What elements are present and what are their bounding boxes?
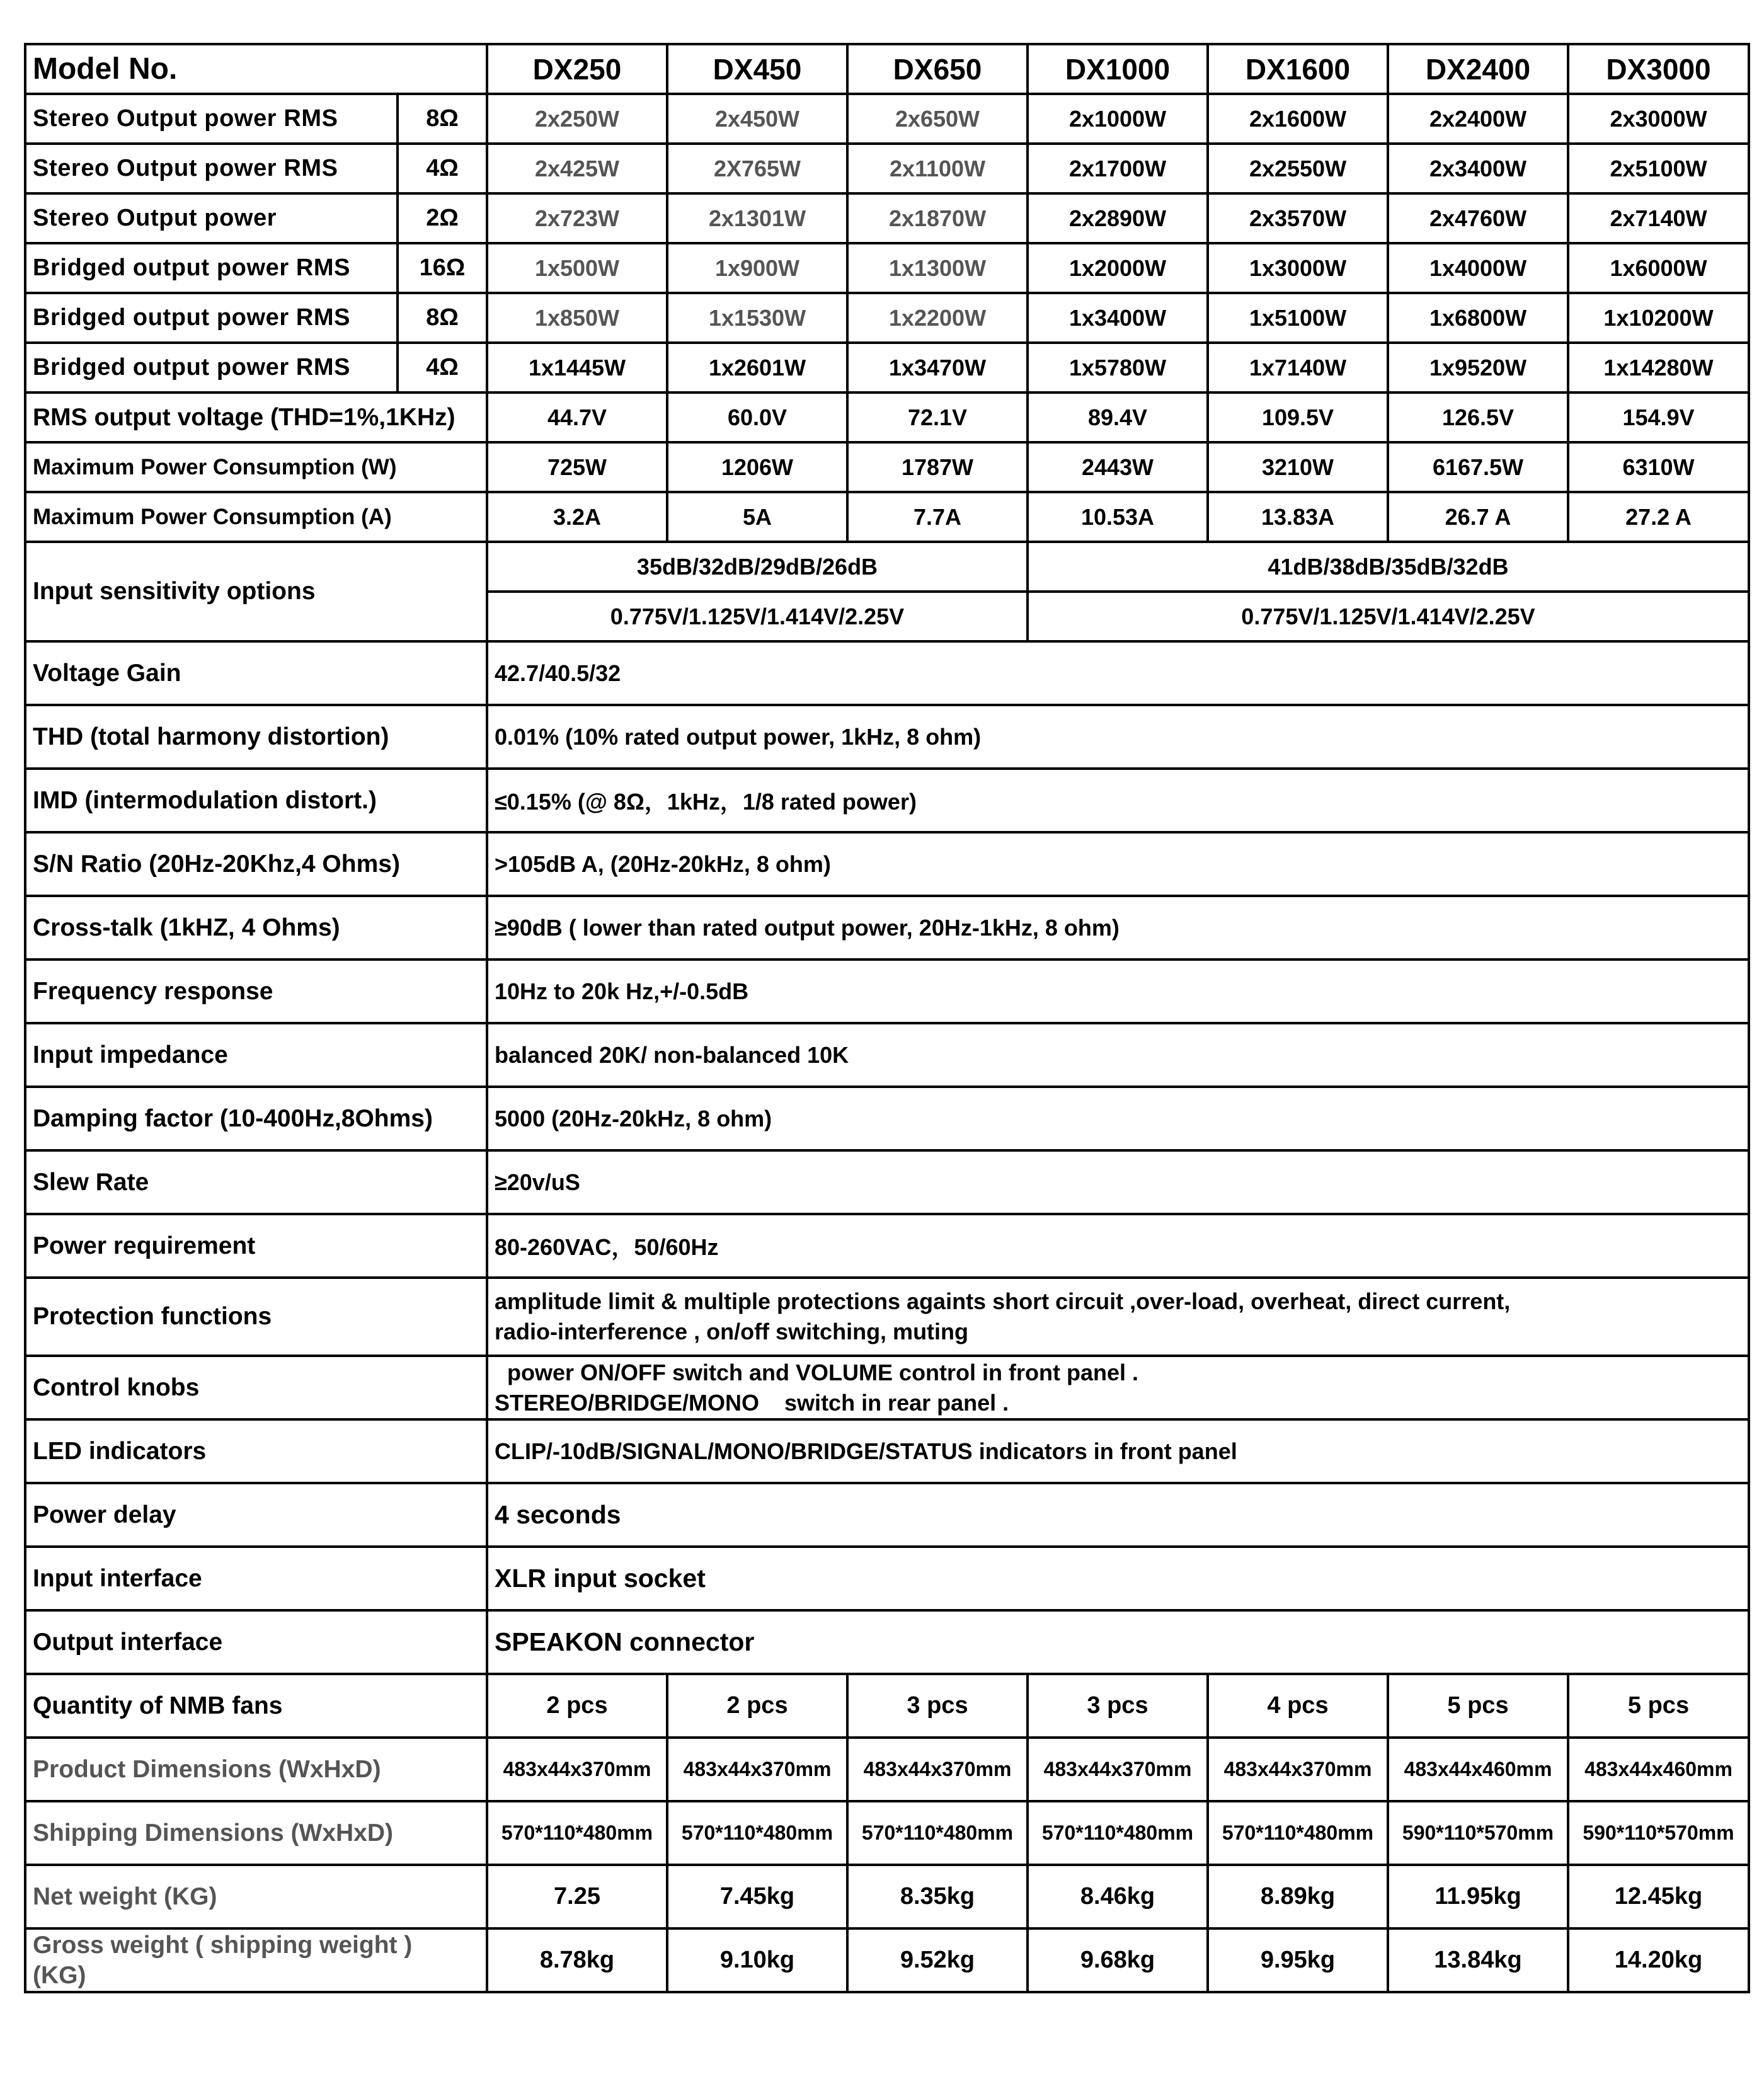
- value-cell: 1x7140W: [1208, 343, 1388, 392]
- value-cell: 13.84kg: [1388, 1928, 1568, 1992]
- value-cell: 13.83A: [1208, 492, 1388, 542]
- value-cell: 9.52kg: [847, 1928, 1028, 1992]
- consumption-row: [25, 442, 1749, 492]
- value-cell: 590*110*570mm: [1568, 1801, 1749, 1865]
- value-cell: 483x44x370mm: [1208, 1738, 1388, 1801]
- spec-value: ≤0.15% (@ 8Ω，1kHz，1/8 rated power): [487, 769, 1749, 832]
- value-cell: 483x44x460mm: [1568, 1738, 1749, 1801]
- spec-row: [25, 1356, 1749, 1419]
- sensitivity-voltage-group: 0.775V/1.125V/1.414V/2.25V: [1028, 592, 1749, 641]
- spec-value: 80-260VAC，50/60Hz: [487, 1214, 1749, 1278]
- row-label: Product Dimensions (WxHxD): [25, 1738, 487, 1801]
- value-cell: 26.7 A: [1388, 492, 1568, 542]
- value-cell: 570*110*480mm: [1028, 1801, 1208, 1865]
- impedance-unit: 4Ω: [398, 144, 487, 193]
- spec-row: [25, 1547, 1749, 1610]
- value-cell: 44.7V: [487, 392, 667, 442]
- value-cell: 2x250W: [487, 94, 667, 144]
- value-cell: 27.2 A: [1568, 492, 1749, 542]
- sensitivity-db-group: 35dB/32dB/29dB/26dB: [487, 542, 1028, 592]
- power-row: [25, 243, 1749, 293]
- spec-row: [25, 769, 1749, 832]
- voltage-row: [25, 392, 1749, 442]
- impedance-unit: 4Ω: [398, 343, 487, 392]
- spec-row: [25, 832, 1749, 896]
- spec-value: [487, 1278, 1749, 1356]
- value-cell: 1x2200W: [847, 293, 1028, 343]
- value-cell: 12.45kg: [1568, 1865, 1749, 1928]
- value-cell: 483x44x370mm: [667, 1738, 847, 1801]
- model-header: DX1000: [1028, 44, 1208, 94]
- spec-value-line: amplitude limit & multiple protections againts short circuit ,over-load, overheat, direct current,: [495, 1288, 1511, 1314]
- value-cell: 4 pcs: [1208, 1674, 1388, 1738]
- consumption-row: [25, 492, 1749, 542]
- value-cell: 6167.5W: [1388, 442, 1568, 492]
- value-cell: 1x5100W: [1208, 293, 1388, 343]
- value-cell: 3.2A: [487, 492, 667, 542]
- value-cell: 11.95kg: [1388, 1865, 1568, 1928]
- impedance-unit: 16Ω: [398, 243, 487, 293]
- value-cell: 89.4V: [1028, 392, 1208, 442]
- row-label: Bridged output power RMS: [25, 293, 398, 343]
- value-cell: 154.9V: [1568, 392, 1749, 442]
- value-cell: 2x3570W: [1208, 193, 1388, 243]
- value-cell: 1x4000W: [1388, 243, 1568, 293]
- model-header: DX1600: [1208, 44, 1388, 94]
- power-row: [25, 293, 1749, 343]
- spec-row: [25, 1023, 1749, 1087]
- row-label: Maximum Power Consumption (W): [25, 442, 487, 492]
- row-label: Damping factor (10-400Hz,8Ohms): [25, 1087, 487, 1150]
- value-cell: 2x1870W: [847, 193, 1028, 243]
- value-cell: 483x44x370mm: [487, 1738, 667, 1801]
- value-cell: 483x44x370mm: [1028, 1738, 1208, 1801]
- value-cell: 5 pcs: [1388, 1674, 1568, 1738]
- impedance-unit: 8Ω: [398, 293, 487, 343]
- row-label: LED indicators: [25, 1419, 487, 1483]
- value-cell: 483x44x370mm: [847, 1738, 1028, 1801]
- value-cell: 1x1300W: [847, 243, 1028, 293]
- value-cell: 2x1600W: [1208, 94, 1388, 144]
- row-label: Input interface: [25, 1547, 487, 1610]
- value-cell: 3 pcs: [847, 1674, 1028, 1738]
- value-cell: 570*110*480mm: [667, 1801, 847, 1865]
- row-label: Frequency response: [25, 960, 487, 1023]
- model-header: DX2400: [1388, 44, 1568, 94]
- value-cell: 483x44x460mm: [1388, 1738, 1568, 1801]
- value-cell: 590*110*570mm: [1388, 1801, 1568, 1865]
- value-cell: 2443W: [1028, 442, 1208, 492]
- row-label: RMS output voltage (THD=1%,1KHz): [25, 392, 487, 442]
- spec-value: 0.01% (10% rated output power, 1kHz, 8 ohm): [487, 705, 1749, 769]
- value-cell: 1x9520W: [1388, 343, 1568, 392]
- spec-value-line: radio-interference , on/off switching, muting: [495, 1319, 969, 1344]
- value-cell: 1x6000W: [1568, 243, 1749, 293]
- model-header: DX250: [487, 44, 667, 94]
- value-cell: 1x1530W: [667, 293, 847, 343]
- spec-value-line: STEREO/BRIDGE/MONO switch in rear panel .: [495, 1389, 1009, 1416]
- value-cell: 1x5780W: [1028, 343, 1208, 392]
- spec-row: [25, 1087, 1749, 1150]
- spec-row: [25, 705, 1749, 769]
- value-cell: 1206W: [667, 442, 847, 492]
- row-label: Control knobs: [25, 1356, 487, 1419]
- spec-value: >105dB A, (20Hz-20kHz, 8 ohm): [487, 832, 1749, 896]
- spec-row: [25, 641, 1749, 705]
- value-cell: 8.89kg: [1208, 1865, 1388, 1928]
- row-label: Shipping Dimensions (WxHxD): [25, 1801, 487, 1865]
- value-cell: 570*110*480mm: [847, 1801, 1028, 1865]
- row-label: Cross-talk (1kHZ, 4 Ohms): [25, 896, 487, 960]
- value-cell: 1x14280W: [1568, 343, 1749, 392]
- header-row: [25, 44, 1749, 94]
- spec-value: 5000 (20Hz-20kHz, 8 ohm): [487, 1087, 1749, 1150]
- row-label: Bridged output power RMS: [25, 243, 398, 293]
- value-cell: 2x3400W: [1388, 144, 1568, 193]
- value-cell: 2x2400W: [1388, 94, 1568, 144]
- value-cell: 126.5V: [1388, 392, 1568, 442]
- row-label: Power delay: [25, 1483, 487, 1547]
- power-row: [25, 144, 1749, 193]
- value-cell: 5 pcs: [1568, 1674, 1749, 1738]
- value-cell: 72.1V: [847, 392, 1028, 442]
- value-cell: 2x1301W: [667, 193, 847, 243]
- value-cell: 2x425W: [487, 144, 667, 193]
- impedance-unit: 8Ω: [398, 94, 487, 144]
- value-cell: 2x7140W: [1568, 193, 1749, 243]
- value-cell: 2x3000W: [1568, 94, 1749, 144]
- row-label: THD (total harmony distortion): [25, 705, 487, 769]
- value-cell: 1x2000W: [1028, 243, 1208, 293]
- value-cell: 10.53A: [1028, 492, 1208, 542]
- spec-value: XLR input socket: [487, 1547, 1749, 1610]
- spec-row: [25, 1214, 1749, 1278]
- value-cell: 1x6800W: [1388, 293, 1568, 343]
- spec-value: balanced 20K/ non-balanced 10K: [487, 1023, 1749, 1087]
- value-cell: 1x900W: [667, 243, 847, 293]
- value-cell: 5A: [667, 492, 847, 542]
- value-cell: 1x1445W: [487, 343, 667, 392]
- model-header: DX3000: [1568, 44, 1749, 94]
- value-cell: 2x1100W: [847, 144, 1028, 193]
- value-cell: 9.95kg: [1208, 1928, 1388, 1992]
- value-cell: 3 pcs: [1028, 1674, 1208, 1738]
- row-label: Output interface: [25, 1610, 487, 1674]
- value-cell: 109.5V: [1208, 392, 1388, 442]
- spec-row: [25, 1150, 1749, 1214]
- power-row: [25, 94, 1749, 144]
- row-label: Net weight (KG): [25, 1865, 487, 1928]
- value-cell: 2x5100W: [1568, 144, 1749, 193]
- value-cell: 1787W: [847, 442, 1028, 492]
- value-cell: 2X765W: [667, 144, 847, 193]
- row-label: Slew Rate: [25, 1150, 487, 1214]
- value-cell: 2 pcs: [487, 1674, 667, 1738]
- spec-value: 10Hz to 20k Hz,+/-0.5dB: [487, 960, 1749, 1023]
- model-header: DX450: [667, 44, 847, 94]
- spec-value: CLIP/-10dB/SIGNAL/MONO/BRIDGE/STATUS indicators in front panel: [487, 1419, 1749, 1483]
- value-cell: 1x3470W: [847, 343, 1028, 392]
- spec-value: ≥20v/uS: [487, 1150, 1749, 1214]
- spec-value: [487, 1356, 1749, 1419]
- model-header: DX650: [847, 44, 1028, 94]
- sensitivity-row: [25, 542, 1749, 592]
- spec-row: [25, 1419, 1749, 1483]
- value-cell: 8.46kg: [1028, 1865, 1208, 1928]
- row-label-line: Gross weight ( shipping weight ): [33, 1931, 413, 1959]
- value-cell: 2 pcs: [667, 1674, 847, 1738]
- row-label: Protection functions: [25, 1278, 487, 1356]
- physical-row: [25, 1674, 1749, 1738]
- value-cell: 9.10kg: [667, 1928, 847, 1992]
- sensitivity-db-group: 41dB/38dB/35dB/32dB: [1028, 542, 1749, 592]
- row-label: Stereo Output power RMS: [25, 144, 398, 193]
- value-cell: 2x1700W: [1028, 144, 1208, 193]
- sensitivity-voltage-group: 0.775V/1.125V/1.414V/2.25V: [487, 592, 1028, 641]
- value-cell: 2x1000W: [1028, 94, 1208, 144]
- impedance-unit: 2Ω: [398, 193, 487, 243]
- row-label: Stereo Output power: [25, 193, 398, 243]
- power-row: [25, 193, 1749, 243]
- value-cell: 7.7A: [847, 492, 1028, 542]
- row-label: Voltage Gain: [25, 641, 487, 705]
- value-cell: 1x3400W: [1028, 293, 1208, 343]
- row-label-line: (KG): [33, 1961, 86, 1989]
- value-cell: 2x723W: [487, 193, 667, 243]
- value-cell: 1x2601W: [667, 343, 847, 392]
- row-label: Input impedance: [25, 1023, 487, 1087]
- value-cell: 2x2890W: [1028, 193, 1208, 243]
- value-cell: 2x650W: [847, 94, 1028, 144]
- physical-row: [25, 1928, 1749, 1992]
- spec-value: SPEAKON connector: [487, 1610, 1749, 1674]
- value-cell: 1x500W: [487, 243, 667, 293]
- value-cell: 3210W: [1208, 442, 1388, 492]
- row-label: S/N Ratio (20Hz-20Khz,4 Ohms): [25, 832, 487, 896]
- value-cell: 14.20kg: [1568, 1928, 1749, 1992]
- row-label: [25, 1928, 487, 1992]
- value-cell: 8.78kg: [487, 1928, 667, 1992]
- spec-row: [25, 960, 1749, 1023]
- spec-table: [24, 43, 1750, 1993]
- spec-value: 42.7/40.5/32: [487, 641, 1749, 705]
- row-label: Quantity of NMB fans: [25, 1674, 487, 1738]
- value-cell: 2x2550W: [1208, 144, 1388, 193]
- value-cell: 725W: [487, 442, 667, 492]
- row-label: IMD (intermodulation distort.): [25, 769, 487, 832]
- physical-row: [25, 1865, 1749, 1928]
- value-cell: 60.0V: [667, 392, 847, 442]
- value-cell: 2x450W: [667, 94, 847, 144]
- row-label: Maximum Power Consumption (A): [25, 492, 487, 542]
- value-cell: 1x3000W: [1208, 243, 1388, 293]
- value-cell: 1x10200W: [1568, 293, 1749, 343]
- physical-row: [25, 1738, 1749, 1801]
- spec-row: [25, 1278, 1749, 1356]
- value-cell: 570*110*480mm: [1208, 1801, 1388, 1865]
- spec-value: ≥90dB ( lower than rated output power, 20Hz-1kHz, 8 ohm): [487, 896, 1749, 960]
- spec-row: [25, 896, 1749, 960]
- model-no-label: Model No.: [25, 44, 487, 94]
- value-cell: 9.68kg: [1028, 1928, 1208, 1992]
- physical-row: [25, 1801, 1749, 1865]
- spec-row: [25, 1610, 1749, 1674]
- value-cell: 1x850W: [487, 293, 667, 343]
- spec-value-line: power ON/OFF switch and VOLUME control in front panel .: [495, 1359, 1139, 1385]
- value-cell: 8.35kg: [847, 1865, 1028, 1928]
- value-cell: 2x4760W: [1388, 193, 1568, 243]
- spec-value: 4 seconds: [487, 1483, 1749, 1547]
- row-label: Input sensitivity options: [25, 542, 487, 641]
- row-label: Power requirement: [25, 1214, 487, 1278]
- row-label: Bridged output power RMS: [25, 343, 398, 392]
- row-label: Stereo Output power RMS: [25, 94, 398, 144]
- spec-row: [25, 1483, 1749, 1547]
- value-cell: 7.45kg: [667, 1865, 847, 1928]
- value-cell: 570*110*480mm: [487, 1801, 667, 1865]
- value-cell: 6310W: [1568, 442, 1749, 492]
- value-cell: 7.25: [487, 1865, 667, 1928]
- power-row: [25, 343, 1749, 392]
